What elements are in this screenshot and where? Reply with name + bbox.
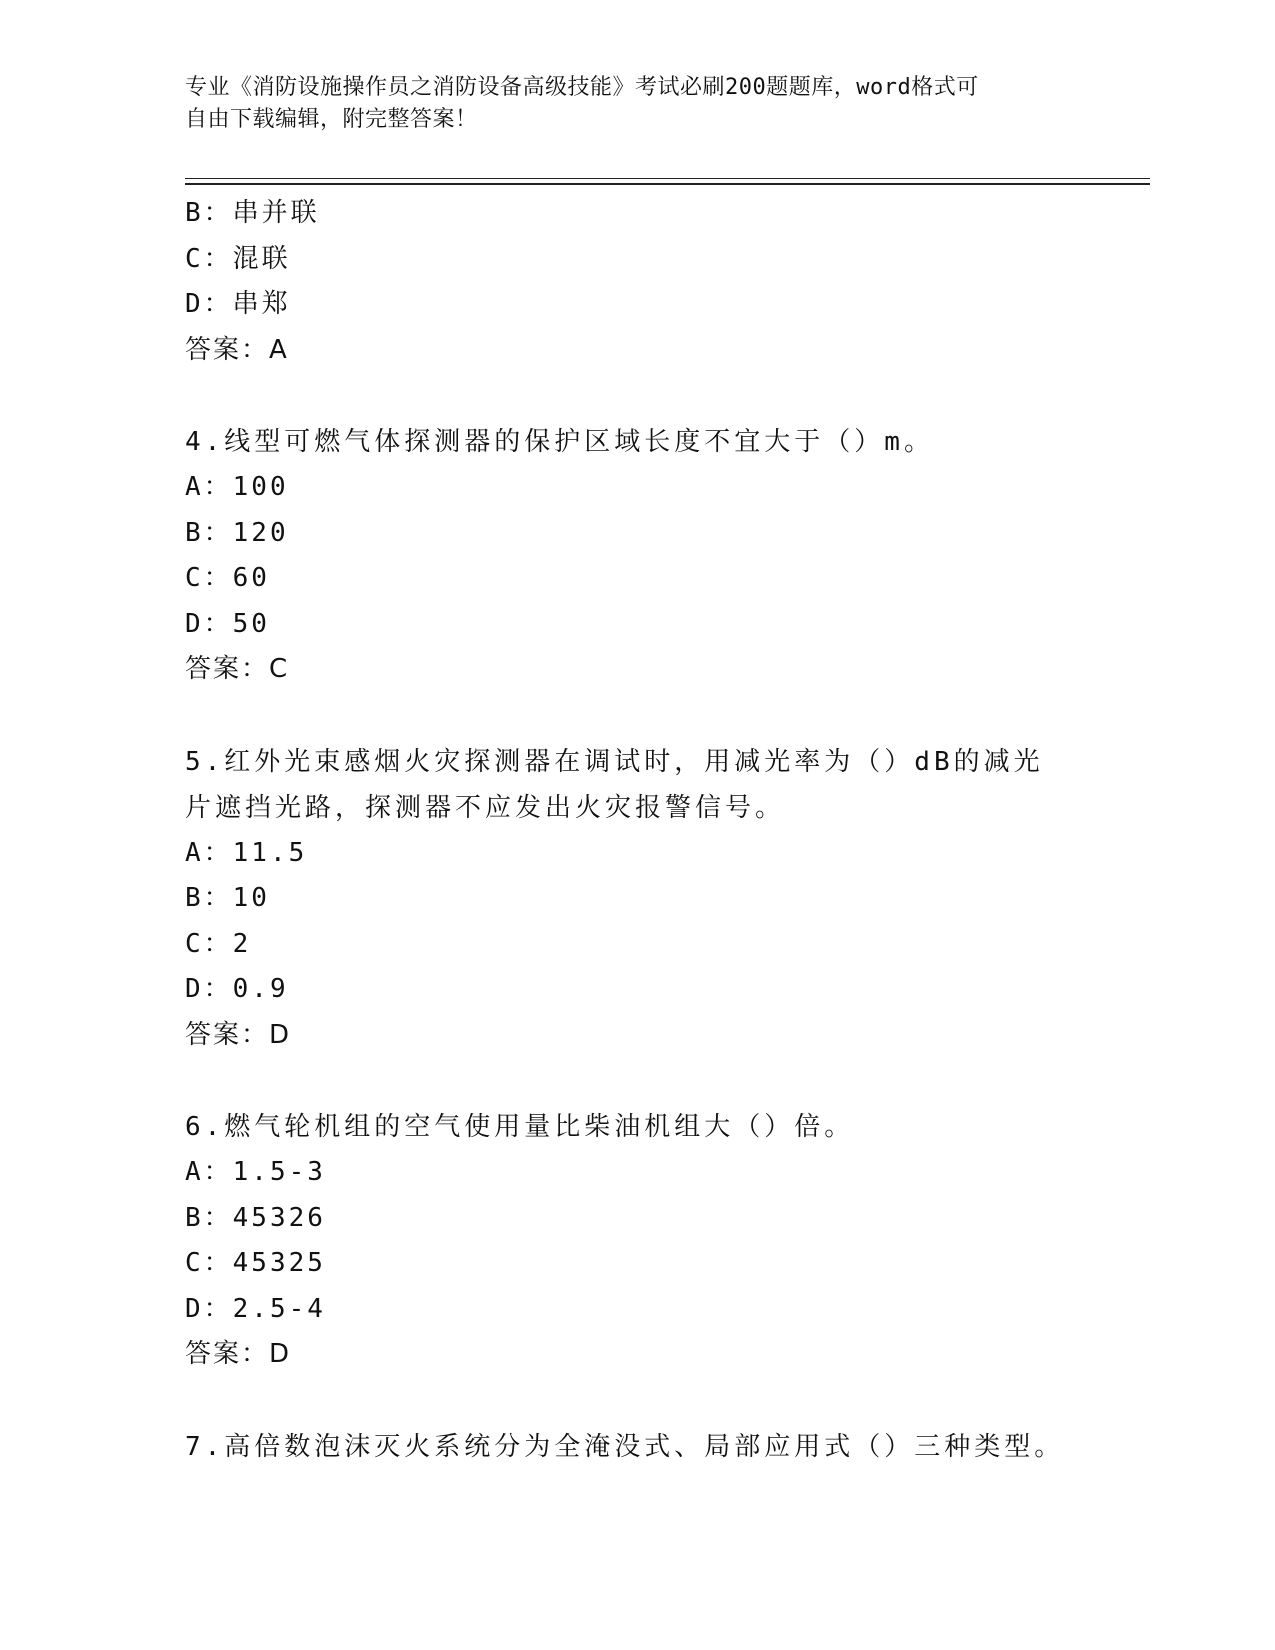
spacer (185, 1378, 1085, 1424)
question-text: 4.线型可燃气体探测器的保护区域长度不宜大于（）m。 (185, 427, 934, 457)
option-d: D：0.9 (185, 974, 289, 1004)
option-d: D：串郑 (185, 289, 291, 319)
header-line-1: 专业《消防设施操作员之消防设备高级技能》考试必刷200题题库，word格式可 (185, 75, 979, 100)
spacer (185, 1058, 1085, 1104)
option-b: B：120 (185, 517, 289, 548)
question-block-partial (185, 191, 1085, 373)
question-block-7 (185, 1424, 1085, 1470)
document-header (185, 72, 1065, 136)
option-c: C：60 (185, 563, 270, 593)
option-d: D：50 (185, 608, 270, 639)
answer-line: 答案：D (185, 1019, 292, 1050)
question-text: 7.高倍数泡沫灭火系统分为全淹没式、局部应用式（）三种类型。 (185, 1431, 1065, 1462)
option-a: A：1.5-3 (185, 1157, 326, 1187)
question-block-5 (185, 739, 1085, 1059)
option-c: C：混联 (185, 243, 291, 274)
answer-line: 答案：A (185, 334, 289, 365)
option-c: C：45325 (185, 1248, 326, 1278)
option-b: B：45326 (185, 1202, 326, 1233)
question-block-6 (185, 1104, 1085, 1378)
spacer (185, 373, 1085, 419)
header-rule-thick (185, 183, 1150, 185)
option-c: C：2 (185, 928, 252, 959)
option-d: D：2.5-4 (185, 1293, 326, 1324)
question-text: 5.红外光束感烟火灾探测器在调试时，用减光率为（）dB的减光片遮挡光路，探测器不应发出火灾报警信号。 (185, 746, 1044, 823)
option-b: B：串并联 (185, 198, 320, 228)
question-list (185, 191, 1085, 1470)
header-line-2: 自由下载编辑，附完整答案！ (185, 107, 478, 132)
answer-line: 答案：C (185, 654, 290, 684)
question-block-4 (185, 419, 1085, 693)
option-a: A：100 (185, 472, 289, 502)
spacer (185, 693, 1085, 739)
option-a: A：11.5 (185, 837, 308, 868)
answer-line: 答案：D (185, 1339, 292, 1369)
question-text: 6.燃气轮机组的空气使用量比柴油机组大（）倍。 (185, 1112, 855, 1142)
header-rule-thin (185, 178, 1150, 179)
option-b: B：10 (185, 883, 270, 913)
